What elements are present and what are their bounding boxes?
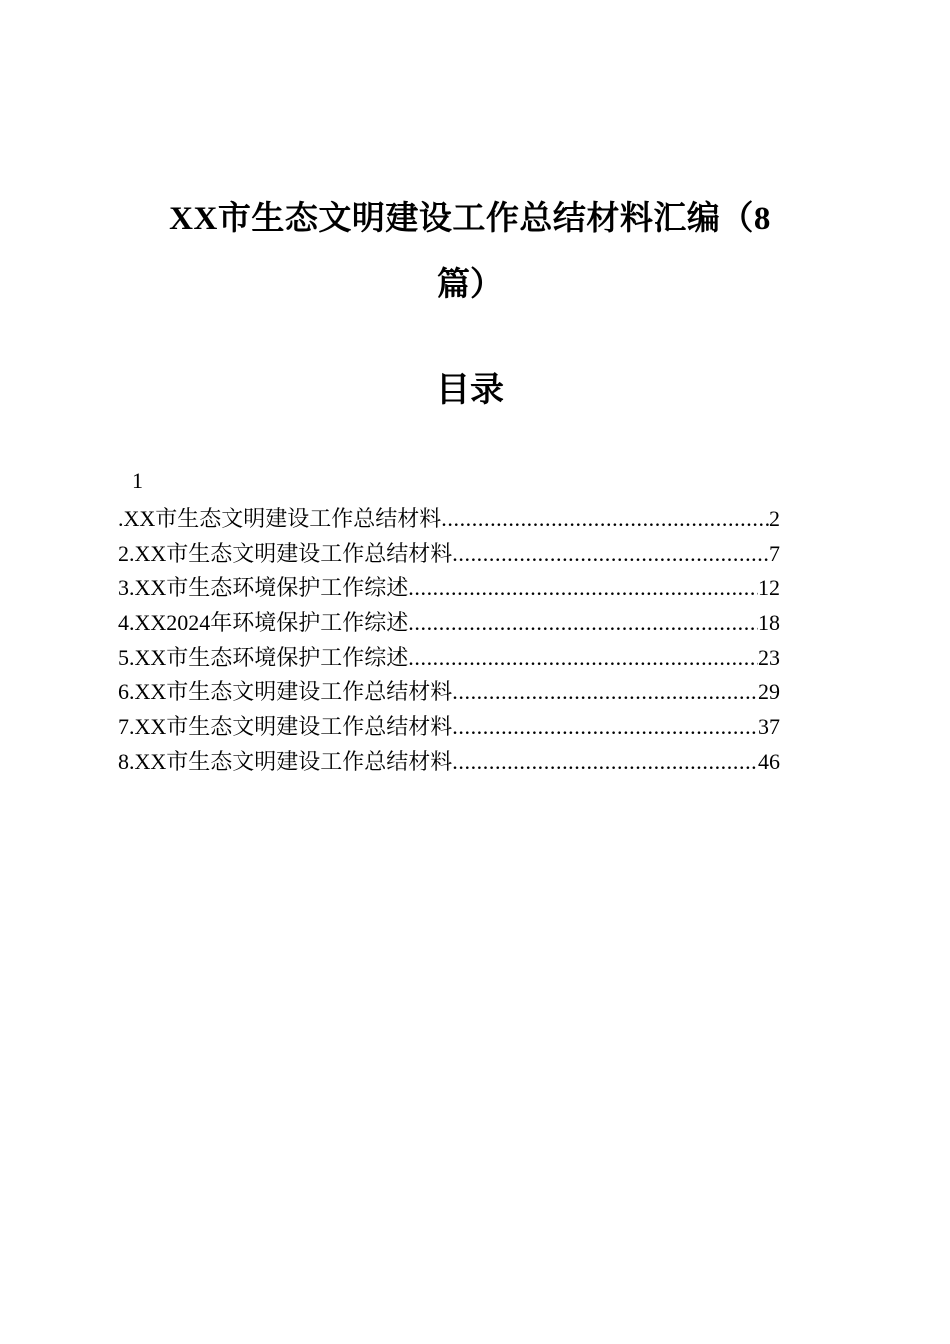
toc-entry-title: .XX市生态文明建设工作总结材料	[118, 506, 442, 531]
toc-dot-leader	[452, 537, 769, 572]
toc-entry-4[interactable]	[118, 606, 780, 641]
toc-entry-page: 2	[769, 506, 780, 531]
document-title-line-1: XX市生态文明建设工作总结材料汇编（8	[169, 201, 771, 237]
toc-entry-title: 5.XX市生态环境保护工作综述	[118, 644, 409, 670]
toc-entry-page: 29	[758, 679, 780, 705]
toc-dot-leader	[408, 606, 758, 641]
toc-dot-leader	[441, 502, 769, 537]
toc-stray-number: 1	[132, 468, 143, 493]
toc-entry-page: 18	[758, 610, 780, 636]
toc-entry-page: 7	[769, 540, 780, 566]
toc-entry-title: 6.XX市生态文明建设工作总结材料	[118, 679, 453, 705]
toc-entry-title: 4.XX2024年环境保护工作综述	[118, 610, 409, 636]
table-of-contents	[118, 502, 780, 780]
toc-dot-leader	[452, 710, 758, 745]
toc-entry-page: 12	[758, 575, 780, 601]
toc-entry-5[interactable]	[118, 641, 780, 676]
toc-entry-title: 7.XX市生态文明建设工作总结材料	[118, 714, 453, 740]
toc-entry-2[interactable]	[118, 537, 780, 572]
toc-entry-title: 8.XX市生态文明建设工作总结材料	[118, 748, 453, 774]
toc-entry-page: 46	[758, 748, 780, 774]
toc-dot-leader	[408, 641, 758, 676]
toc-dot-leader	[408, 571, 758, 606]
toc-entry-page: 37	[758, 714, 780, 740]
toc-heading: 目录	[436, 372, 504, 409]
toc-entry-7[interactable]	[118, 710, 780, 745]
toc-entry-1[interactable]	[118, 502, 780, 537]
toc-entry-8[interactable]	[118, 745, 780, 780]
toc-entry-title: 2.XX市生态文明建设工作总结材料	[118, 540, 453, 566]
toc-dot-leader	[452, 745, 758, 780]
toc-entry-title: 3.XX市生态环境保护工作综述	[118, 575, 409, 601]
toc-entry-3[interactable]	[118, 571, 780, 606]
toc-dot-leader	[452, 675, 758, 710]
toc-entry-6[interactable]	[118, 675, 780, 710]
document-title-line-2: 篇）	[437, 267, 503, 303]
toc-entry-page: 23	[758, 644, 780, 670]
